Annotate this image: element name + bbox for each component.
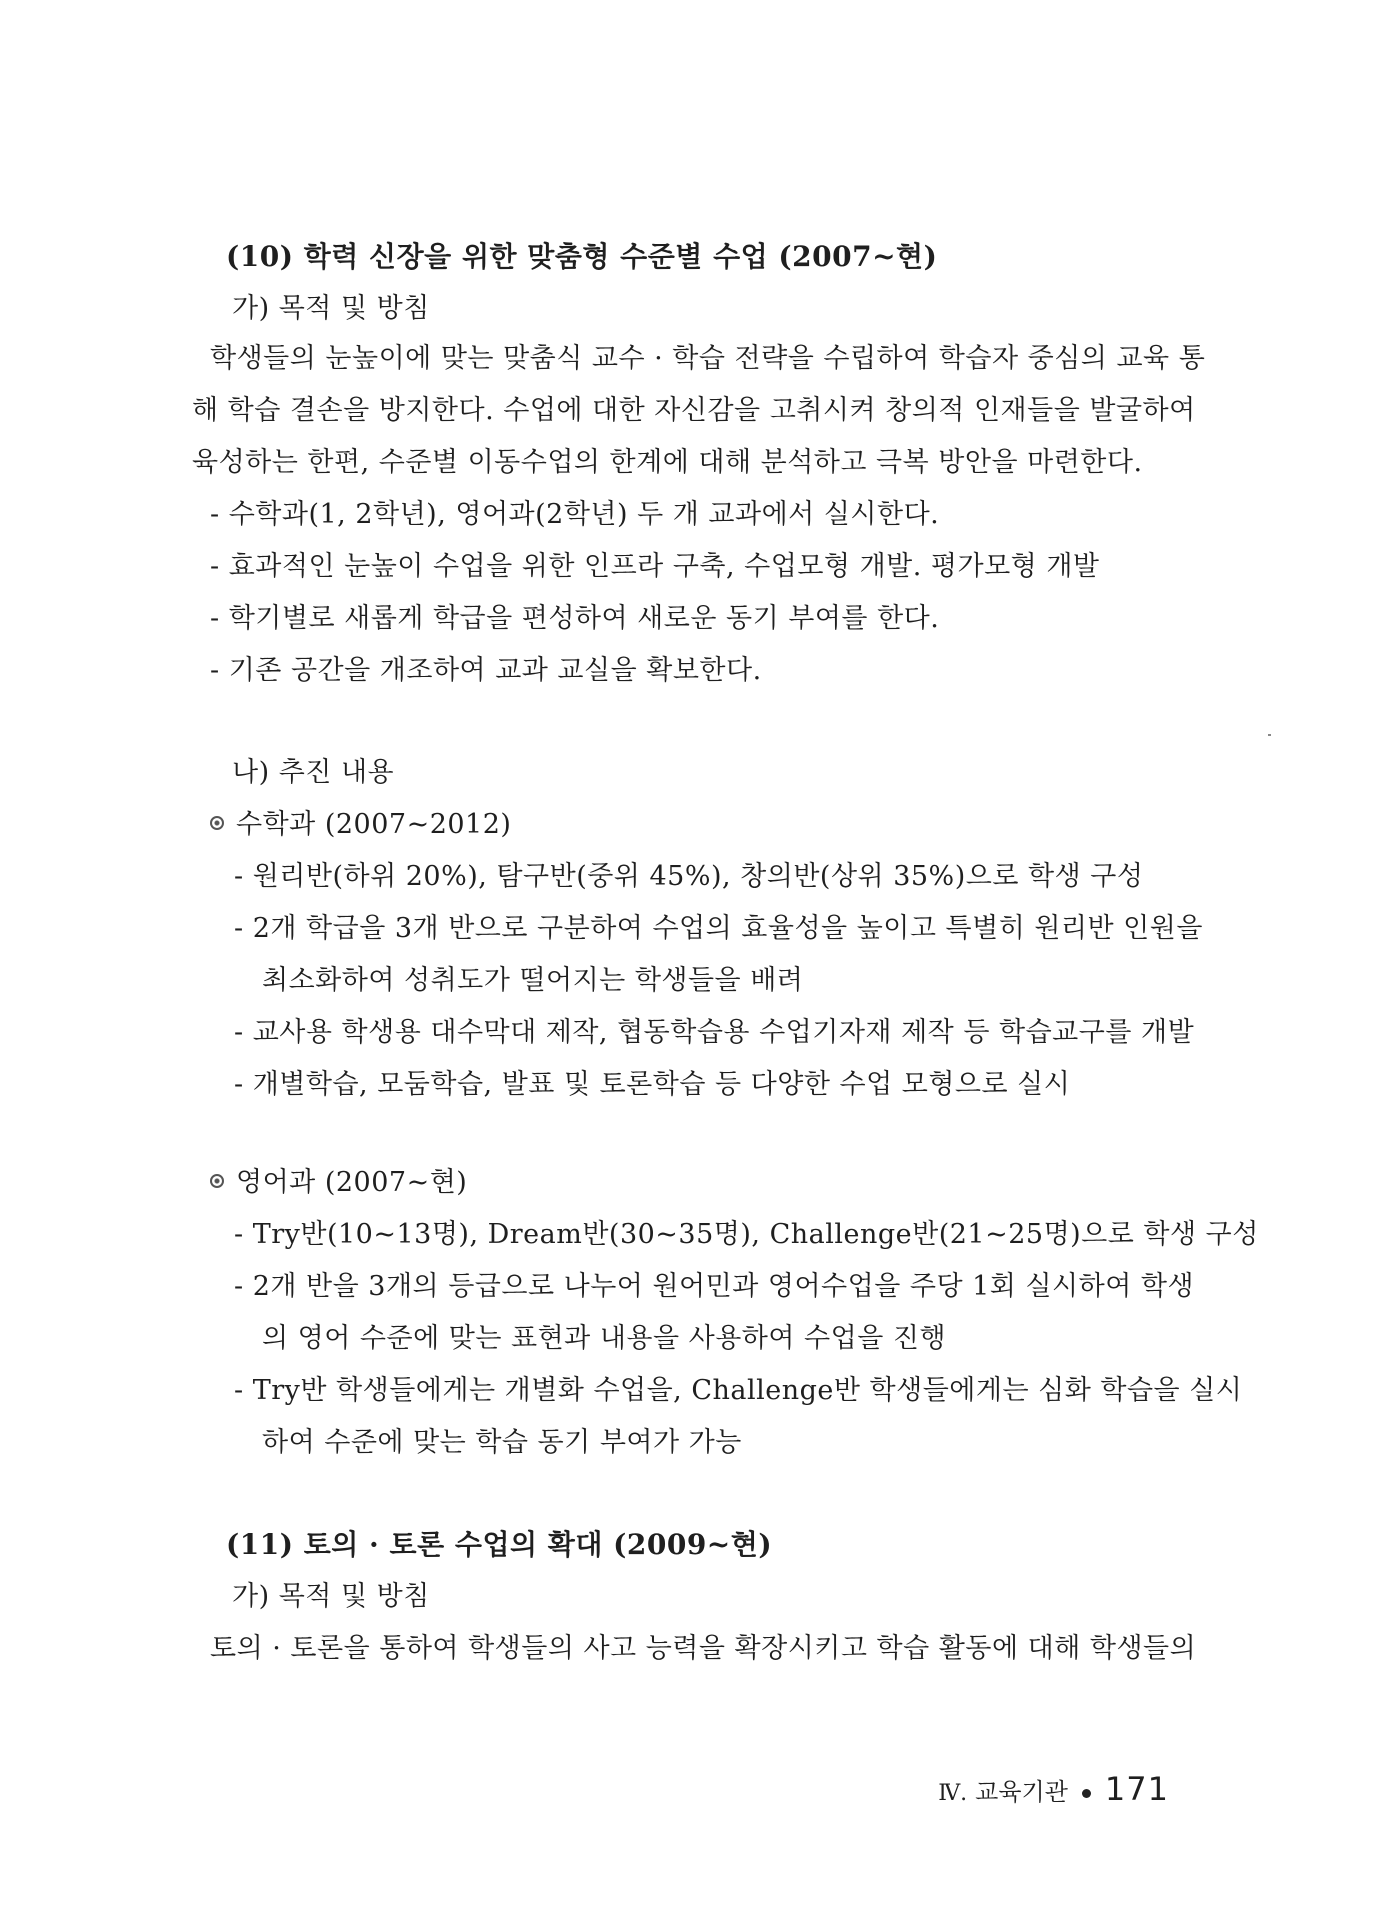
english-title-text: 영어과 (2007~현)	[236, 1167, 468, 1198]
circle-bullet-icon	[210, 816, 224, 830]
section-10-bullet-1: - 수학과(1, 2학년), 영어과(2학년) 두 개 교과에서 실시한다.	[210, 499, 940, 530]
section-10-paragraph-line-1: 학생들의 눈높이에 맞는 맞춤식 교수 · 학습 전략을 수립하여 학습자 중심의 교육 통	[210, 343, 1206, 374]
section-10-subheading-implementation: 나) 추진 내용	[232, 757, 395, 788]
page-footer	[938, 1770, 1169, 1808]
english-line-3: 의 영어 수준에 맞는 표현과 내용을 사용하여 수업을 진행	[262, 1323, 947, 1354]
math-line-4: - 교사용 학생용 대수막대 제작, 협동학습용 수업기자재 제작 등 학습교구를 개발	[234, 1017, 1195, 1048]
math-line-1: - 원리반(하위 20%), 탐구반(중위 45%), 창의반(상위 35%)으로 학생 구성	[234, 861, 1144, 892]
scan-speck	[1268, 734, 1271, 736]
math-subsection-title	[210, 808, 511, 842]
english-subsection-title	[210, 1166, 467, 1200]
section-10-bullet-2: - 효과적인 눈높이 수업을 위한 인프라 구축, 수업모형 개발. 평가모형 개발	[210, 551, 1100, 582]
footer-dot-separator	[1082, 1789, 1091, 1798]
math-line-2: - 2개 학급을 3개 반으로 구분하여 수업의 효율성을 높이고 특별히 원리반 인원을	[234, 913, 1203, 944]
footer-title: 교육기관	[975, 1778, 1068, 1806]
english-line-1: - Try반(10~13명), Dream반(30~35명), Challenge반(21~25명)으로 학생 구성	[234, 1219, 1259, 1250]
section-11-paragraph-line-1: 토의 · 토론을 통하여 학생들의 사고 능력을 확장시키고 학습 활동에 대해 학생들의	[210, 1633, 1197, 1664]
section-10-subheading-purpose: 가) 목적 및 방침	[232, 293, 430, 324]
english-line-2: - 2개 반을 3개의 등급으로 나누어 원어민과 영어수업을 주당 1회 실시하여 학생	[234, 1271, 1195, 1302]
english-line-4: - Try반 학생들에게는 개별화 수업을, Challenge반 학생들에게는 심화 학습을 실시	[234, 1375, 1243, 1406]
section-10-bullet-4: - 기존 공간을 개조하여 교과 교실을 확보한다.	[210, 655, 762, 686]
section-11-subheading-purpose: 가) 목적 및 방침	[232, 1581, 430, 1612]
footer-chapter: Ⅳ.	[938, 1781, 968, 1806]
circle-bullet-icon	[210, 1174, 224, 1188]
math-line-5: - 개별학습, 모둠학습, 발표 및 토론학습 등 다양한 수업 모형으로 실시	[234, 1069, 1071, 1100]
section-11-heading: (11) 토의 · 토론 수업의 확대 (2009~현)	[226, 1528, 773, 1561]
math-line-3: 최소화하여 성취도가 떨어지는 학생들을 배려	[262, 965, 804, 996]
section-10-bullet-3: - 학기별로 새롭게 학급을 편성하여 새로운 동기 부여를 한다.	[210, 603, 940, 634]
page-number: 171	[1104, 1770, 1169, 1808]
english-line-5: 하여 수준에 맞는 학습 동기 부여가 가능	[262, 1427, 742, 1458]
section-10-paragraph-line-2: 해 학습 결손을 방지한다. 수업에 대한 자신감을 고취시켜 창의적 인재들을 발굴하여	[192, 395, 1196, 426]
section-10-paragraph-line-3: 육성하는 한편, 수준별 이동수업의 한계에 대해 분석하고 극복 방안을 마련한다.	[192, 447, 1143, 478]
math-title-text: 수학과 (2007~2012)	[236, 809, 512, 840]
section-10-heading: (10) 학력 신장을 위한 맞춤형 수준별 수업 (2007~현)	[226, 240, 938, 273]
